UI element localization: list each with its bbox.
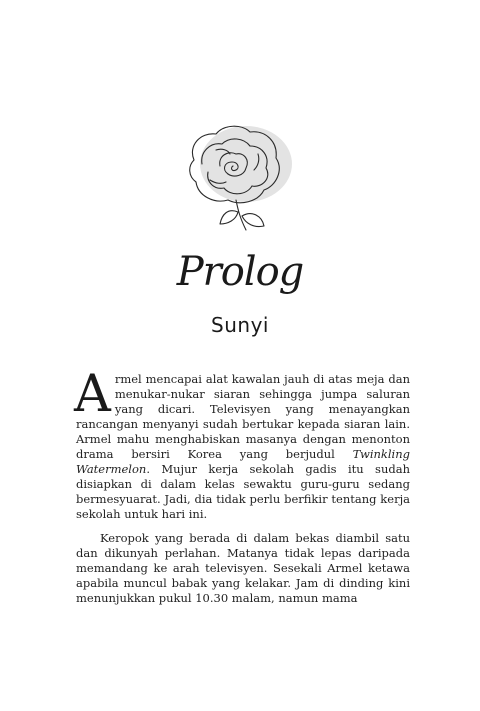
drop-cap: A bbox=[74, 365, 111, 424]
paragraph-1-text: rmel mencapai alat kawalan jauh di atas meja dan menukar-nukar siaran sehingga jumpa saluran yang dicari. Televisyen yang menayangkan rancangan menyanyi sudah bertukar kepada siaran lain. Armel mahu menghabiskan masanya dengan menonton drama bersiri Korea yang berjudul bbox=[76, 372, 410, 461]
rose-icon bbox=[180, 120, 300, 238]
chapter-title: Sunyi bbox=[211, 313, 269, 337]
chapter-heading: Prolog bbox=[176, 249, 304, 295]
drama-title: Twinkling Watermelon bbox=[76, 447, 410, 476]
paragraph-1 bbox=[74, 365, 410, 522]
body-text bbox=[74, 365, 410, 606]
paragraph-1-text-end: . Mujur kerja sekolah gadis itu sudah disiapkan di dalam kelas sewaktu guru-guru sedang bermesyuarat. Jadi, dia tidak perlu berfikir tentang kerja sekolah untuk hari ini. bbox=[76, 462, 410, 521]
paragraph-2: Keropok yang berada di dalam bekas diambil satu dan dikunyah perlahan. Matanya tidak lepas daripada memandang ke arah televisyen. Sesekali Armel ketawa apabila muncul babak yang kelakar. Jam di dinding kini menunjukkan pukul 10.30 malam, namun mama bbox=[76, 531, 410, 605]
